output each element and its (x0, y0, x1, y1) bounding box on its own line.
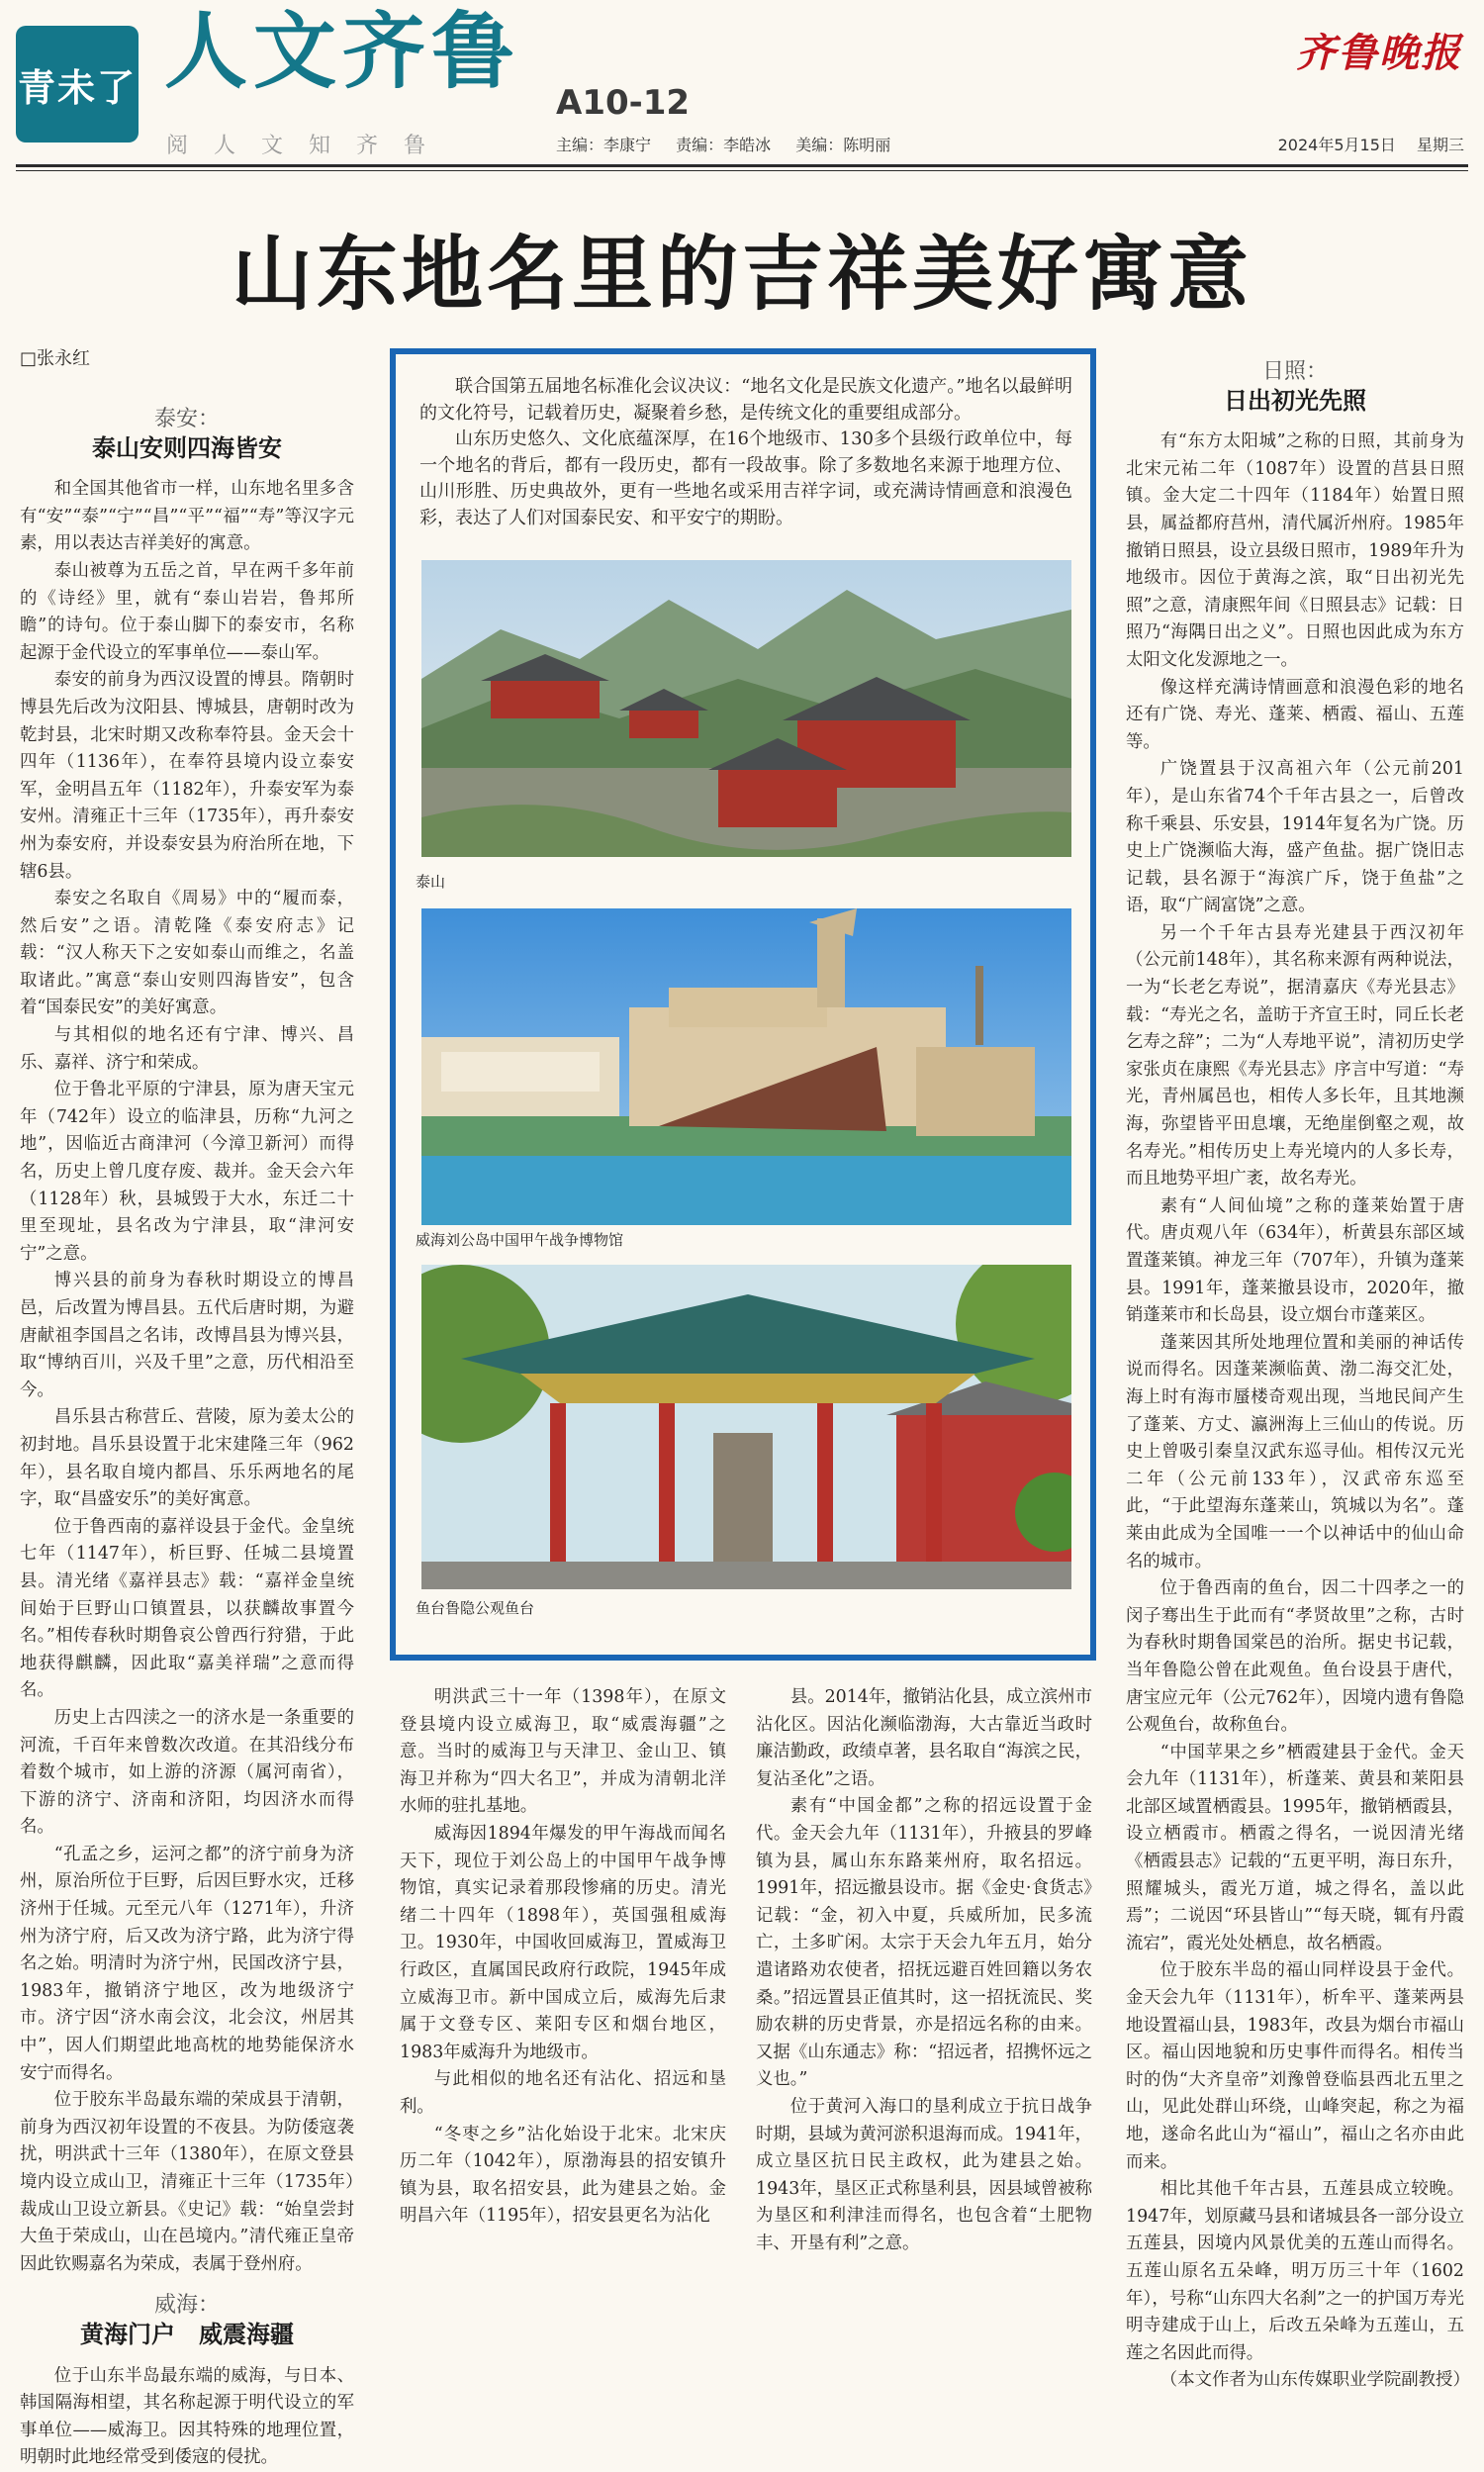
photo-pavilion (421, 1265, 1071, 1589)
paragraph: 泰安的前身为西汉设置的博县。隋朝时博县先后改为汶阳县、博城县，唐朝时改为乾封县，北宋时期又改称奉符县。金天会十四年（1136年），在奉符县境内设立泰安军，金明昌五年（1182年），升泰安军为泰安州。清雍正十三年（1735年），再升泰安州为泰安府，并设泰安县为府治所在地，下辖6县。 (20, 670, 354, 882)
pavilion-photo (421, 1265, 1071, 1589)
paragraph: 广饶置县于汉高祖六年（公元前201年），是山东省74个千年古县之一，后曾改称千乘县、乐安县，1914年复名为广饶。历史上广饶濒临大海，盛产鱼盐。据广饶旧志记载，县名源于“海滨广斥，饶于鱼盐”之语，取“广阔富饶”之意。 (1126, 759, 1464, 916)
paragraph: 位于鲁北平原的宁津县，原为唐天宝元年（742年）设立的临津县，历称“九河之地”，因临近古商津河（今漳卫新河）而得名，历史上曾几度存废、裁并。金天会六年（1128年）秋，县城毁于大水，东迁二十里至现址，县名改为宁津县，取“津河安宁”之意。 (20, 1080, 354, 1264)
intro-paragraph: 山东历史悠久、文化底蕴深厚，在16个地级市、130多个县级行政单位中，每一个地名的背后，都有一段历史，都有一段故事。除了多数地名来源于地理方位、山川形胜、历史典故外，更有一些地名或采用吉祥字词，或充满诗情画意和浪漫色彩，表达了人们对国泰民安、和平安宁的期盼。 (419, 428, 1072, 528)
column-4 (1126, 352, 1470, 2395)
paragraph: 另一个千年古县寿光建县于西汉初年（公元前148年），其名称来源有两种说法，一为“长老乞寿说”，据清嘉庆《寿光县志》载：“寿光之名，盖昉于齐宣王时，同丘长老乞寿之辞”；二为“人寿地平说”，清初历史学家张贞在康熙《寿光县志》序言中写道：“寿光，青州属邑也，相传人多长年，且其地濒海，弥望皆平田息壤，无绝崖倒壑之观，故名寿光。”相传历史上寿光境内的人多长寿，而且地势平坦广袤，故名寿光。 (1126, 922, 1464, 1189)
dateline (1262, 133, 1464, 155)
paragraph: 威海因1894年爆发的甲午海战而闻名天下，现位于刘公岛上的中国甲午战争博物馆，真实记录着那段惨痛的历史。清光绪二十四年（1898年），英国强租威海卫。1930年，中国收回威海卫，置威海卫行政区，直属国民政府行政院，1945年成立威海卫市。新中国成立后，威海先后隶属于文登专区、莱阳专区和烟台地区，1983年威海升为地级市。 (400, 1823, 726, 2062)
subhead-rizhao: 日出初光先照 (1224, 386, 1366, 415)
paragraph: 泰安之名取自《周易》中的“履而泰，然后安”之语。清乾隆《泰安府志》记载：“汉人称天下之安如泰山而维之，名盖取诸此。”寓意“泰山安则四海皆安”，包含着“国泰民安”的美好寓意。 (20, 889, 354, 1018)
temple-complex-photo (421, 560, 1071, 857)
paragraph: 博兴县的前身为春秋时期设立的博昌邑，后改置为博昌县。五代后唐时期，为避唐献祖李国昌之名讳，改博昌县为博兴县，取“博纳百川，兴及千里”之意，历代相沿至今。 (20, 1271, 354, 1400)
chief-editor: 主编：李康宁 (556, 136, 652, 154)
editors-line (556, 133, 910, 155)
caption-pavilion: 鱼台鲁隐公观鱼台 (416, 1599, 535, 1617)
column-2 (400, 1684, 726, 2231)
caption-museum: 威海刘公岛中国甲午战争博物馆 (416, 1231, 624, 1249)
paragraph: “冬枣之乡”沾化始设于北宋。北宋庆历二年（1042年），原渤海县的招安镇升镇为县，取名招安县，此为建县之始。金明昌六年（1195年），招安县更名为沾化 (400, 2124, 726, 2227)
column-1-body-2 (20, 2363, 354, 2472)
subhead-weihai: 黄海门户 威震海疆 (80, 2320, 294, 2348)
headline: 山东地名里的吉祥美好寓意 (231, 227, 1252, 322)
section-subtitle: 阅人文知齐鲁 (166, 134, 452, 158)
museum-photo (421, 908, 1071, 1225)
column-3 (756, 1684, 1092, 2257)
paragraph: 泰山被尊为五岳之首，早在两千多年前的《诗经》里，就有“泰山岩岩，鲁邦所瞻”的诗句。位于泰山脚下的泰安市，名称起源于金代设立的军事单位——泰山军。 (20, 560, 354, 663)
paragraph: 与此相似的地名还有沾化、招远和垦利。 (400, 2069, 726, 2117)
region-label-rizhao: 日照： (1261, 359, 1328, 384)
weekday: 星期三 (1416, 136, 1464, 154)
masthead-rule-thin (16, 170, 1468, 171)
region-label-taian: 泰安： (153, 407, 220, 431)
intro-paragraph: 联合国第五届地名标准化会议决议：“地名文化是民族文化遗产。”地名以最鲜明的文化符号，记载着历史，凝聚着乡愁，是传统文化的重要组成部分。 (419, 376, 1072, 424)
caption-taishan: 泰山 (416, 873, 446, 891)
paragraph: 有“东方太阳城”之称的日照，其前身为北宋元祐二年（1087年）设置的莒县日照镇。金大定二十四年（1184年）始置日照县，属益都府莒州，清代属沂州府。1985年撤销日照县，设立县级日照市，1989年升为地级市。因位于黄海之滨，取“日出初光先照”之意，清康熙年间《日照县志》记载：日照乃“海隅日出之义”。日照也因此成为东方太阳文化发源地之一。 (1126, 431, 1464, 670)
paragraph: 位于胶东半岛最东端的荣成县于清朝，前身为西汉初年设置的不夜县。为防倭寇袭扰，明洪武十三年（1380年），在原文登县境内设立成山卫，清雍正十三年（1735年）裁成山卫设立新县。《史记》载：“始皇尝封大鱼于荣成山，山在邑境内。”清代雍正皇帝因此钦赐嘉名为荣成，表属于登州府。 (20, 2090, 354, 2274)
section-title: 人文齐鲁 (164, 2, 521, 100)
column-1-body (20, 476, 354, 2278)
photo-taishan (421, 560, 1071, 857)
paragraph: 位于鲁西南的鱼台，因二十四孝之一的闵子骞出生于此而有“孝贤故里”之称，古时为春秋时期鲁国棠邑的治所。据史书记载，当年鲁隐公曾在此观鱼。鱼台设县于唐代，唐宝应元年（公元762年），因境内遗有鲁隐公观鱼台，故称鱼台。 (1126, 1578, 1464, 1736)
paragraph: 历史上古四渎之一的济水是一条重要的河流，千百年来曾数次改道。在其沿线分布着数个城市，如上游的济源（属河南省），下游的济宁、济南和济阳，均因济水而得名。 (20, 1707, 354, 1838)
section-logo: 青未了 (16, 26, 139, 143)
paragraph: 像这样充满诗情画意和浪漫色彩的地名还有广饶、寿光、蓬莱、栖霞、福山、五莲等。 (1126, 677, 1464, 752)
column-4-body (1126, 428, 1464, 2367)
masthead-rule (16, 164, 1468, 167)
region-label-weihai: 威海： (153, 2293, 220, 2319)
paragraph: 位于山东半岛最东端的威海，与日本、韩国隔海相望，其名称起源于明代设立的军事单位——威海卫。因其特殊的地理位置，明朝时此地经常受到倭寇的侵扰。 (20, 2365, 354, 2468)
paragraph: 明洪武三十一年（1398年），在原文登县境内设立威海卫，取“威震海疆”之意。当时的威海卫与天津卫、金山卫、镇海卫并称为“四大名卫”，并成为清朝北洋水师的驻扎基地。 (400, 1687, 726, 1817)
paragraph: 县。2014年，撤销沾化县，成立滨州市沾化区。因沾化濒临渤海，大古靠近当政时廉洁勤政，政绩卓著，县名取自“海滨之民，复沾圣化”之语。 (756, 1687, 1092, 1789)
paragraph: “中国苹果之乡”栖霞建县于金代。金天会九年（1131年），析蓬莱、黄县和莱阳县北部区域置栖霞县。1995年，撤销栖霞县，设立栖霞市。栖霞之得名，一说因清光绪《栖霞县志》记载的“五更平明，海日东升，照耀城头，霞光万道，城之得名，盖以此焉”；二说因“环县皆山”“每天晓，辄有丹霞流宕”，霞光处处栖息，故名栖霞。 (1126, 1742, 1464, 1953)
newspaper-name: 齐鲁晚报 (1296, 30, 1462, 76)
paragraph: 与其相似的地名还有宁津、博兴、昌乐、嘉祥、济宁和荣成。 (20, 1025, 354, 1073)
paragraph: 位于胶东半岛的福山同样设县于金代。金天会九年（1131年），析牟平、蓬莱两县地设置福山县，1983年，改县为烟台市福山区。福山因地貌和历史事件而得名。相传当时的伪“大齐皇帝”刘豫曾登临县西北五里之山，见此处群山环绕，山峰突起，称之为福地，遂命名此山为“福山”，福山之名亦由此而来。 (1126, 1960, 1464, 2172)
date: 2024年5月15日 (1277, 136, 1396, 154)
photo-museum (421, 908, 1071, 1225)
paragraph: 位于黄河入海口的垦利成立于抗日战争时期，县域为黄河淤积退海而成。1941年，成立垦区抗日民主政权，此为建县之始。1943年，垦区正式称垦利县，因县域曾被称为垦区和利津洼而得名，也包含着“土肥物丰、开垦有利”之意。 (756, 2096, 1092, 2253)
paragraph: 位于鲁西南的嘉祥设县于金代。金皇统七年（1147年），析巨野、任城二县境置县。清光绪《嘉祥县志》载：“嘉祥金皇统间始于巨野山口镇置县，以获麟故事置今名。”相传春秋时期鲁哀公曾西行狩猎，于此地获得麒麟，因此取“嘉美祥瑞”之意而得名。 (20, 1516, 354, 1701)
paragraph: 蓬莱因其所处地理位置和美丽的神话传说而得名。因蓬莱濒临黄、渤二海交汇处，海上时有海市蜃楼奇观出现，当地民间产生了蓬莱、方丈、瀛洲海上三仙山的传说。历史上曾吸引秦皇汉武东巡寻仙。相传汉元光二年（公元前133年），汉武帝东巡至此，“于此望海东蓬莱山，筑城以为名”。蓬莱由此成为全国唯一一个以神话中的仙山命名的城市。 (1126, 1332, 1464, 1571)
paragraph: “孔孟之乡，运河之都”的济宁前身为济州，原治所位于巨野，后因巨野水灾，迁移济州于任城。元至元八年（1271年），升济州为济宁府，后又改为济宁路，此为济宁得名之始。明清时为济宁州，民国改济宁县，1983年，撤销济宁地区，改为地级济宁市。济宁因“济水南会汶，北会汶，州居其中”，因人们期望此地高枕的地势能保济水安宁而得名。 (20, 1844, 354, 2083)
byline: □张永红 (20, 348, 91, 369)
paragraph: 相比其他千年古县，五莲县成立较晚。1947年，划原藏马县和诸城县各一部分设立五莲县，因境内风景优美的五莲山而得名。五莲山原名五朵峰，明万历三十年（1602年），号称“山东四大名刹”之一的护国万寿光明寺建成于山上，后改五朵峰为五莲山，五莲之名因此而得。 (1126, 2179, 1464, 2363)
duty-editor: 责编：李皓冰 (676, 136, 772, 154)
paragraph: 素有“中国金都”之称的招远设置于金代。金天会九年（1131年），升掖县的罗峰镇为县，属山东东路莱州府，取名招远。1991年，招远撤县设市。据《金史·食货志》记载：“金，初入中夏，兵威所加，民多流亡，土多旷闲。太宗于天会九年五月，始分遣诸路劝农使者，招抚远避百姓回籍以务农桑。”招远置县正值其时，这一招抚流民、奖励农耕的历史背景，亦是招远名称的由来。又据《山东通志》称：“招远者，招携怀远之义也。” (756, 1796, 1092, 2090)
paragraph: 昌乐县古称营丘、营陵，原为姜太公的初封地。昌乐县设置于北宋建隆三年（962年），县名取自境内都昌、乐乐两地名的尾字，取“昌盛安乐”的美好寓意。 (20, 1407, 354, 1510)
column-1 (20, 400, 354, 2472)
author-note: （本文作者为山东传媒职业学院副教授） (1159, 2370, 1470, 2391)
art-editor: 美编：陈明丽 (795, 136, 891, 154)
intro-text (419, 374, 1072, 531)
subhead-taian: 泰山安则四海皆安 (92, 433, 282, 462)
paragraph: 素有“人间仙境”之称的蓬莱始置于唐代。唐贞观八年（634年），析黄县东部区域置蓬莱镇。神龙三年（707年），升镇为蓬莱县。1991年，蓬莱撤县设市，2020年，撤销蓬莱市和长岛县，设立烟台市蓬莱区。 (1126, 1195, 1464, 1326)
paragraph: 和全国其他省市一样，山东地名里多含有“安”“泰”“宁”“昌”“平”“福”“寿”等汉字元素，用以表达吉祥美好的寓意。 (20, 479, 354, 554)
page-number: A10-12 (556, 83, 691, 123)
